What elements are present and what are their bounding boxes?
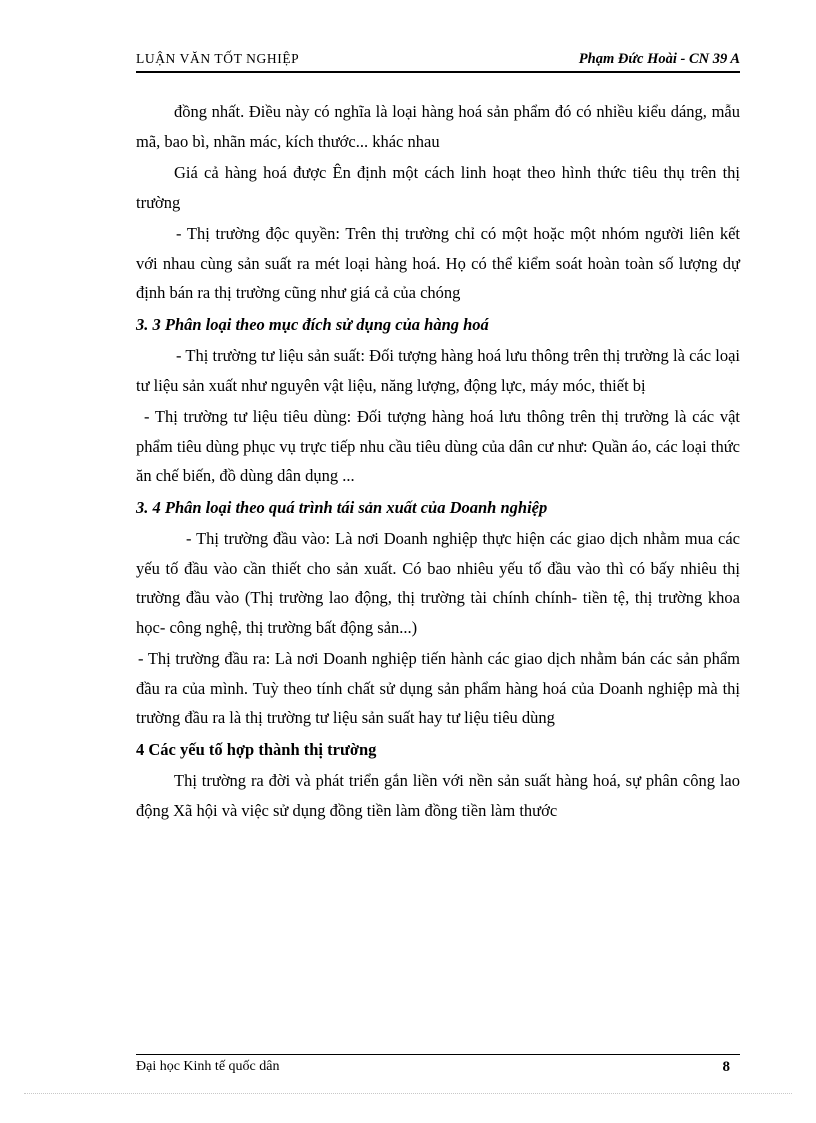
paragraph: - Thị trường tư liệu tiêu dùng: Đối tượng hàng hoá lưu thông trên thị trường là các vật phẩm tiêu dùng phục vụ trực tiếp nhu cầu tiêu dùng của dân cư như: Quần áo, các loại thức ăn chế biến, đồ dùng dân dụng ... (136, 407, 740, 485)
paragraph: Giá cả hàng hoá được Ên định một cách linh hoạt theo hình thức tiêu thụ trên thị trường (136, 163, 740, 212)
paragraph: - Thị trường đầu ra: Là nơi Doanh nghiệp tiến hành các giao dịch nhằm bán các sản phẩm đầu ra của mình. Tuỳ theo tính chất sử dụng sản phẩm hàng hoá của Doanh nghiệp mà thị trường đầu ra là thị trường tư liệu sản suất hay tư liệu tiêu dùng (136, 649, 740, 727)
paragraph: Thị trường ra đời và phát triển gắn liền với nền sản suất hàng hoá, sự phân công lao động Xã hội và việc sử dụng đồng tiền làm đồng tiền làm thước (136, 771, 740, 820)
author-label: Phạm Đức Hoài - CN 39 A (578, 51, 740, 67)
paragraph: - Thị trường tư liệu sản suất: Đối tượng hàng hoá lưu thông trên thị trường là các loại tư liệu sản xuất như nguyên vật liệu, năng lượng, động lực, máy móc, thiết bị (136, 346, 740, 395)
paragraph: - Thị trường độc quyền: Trên thị trường chỉ có một hoặc một nhóm người liên kết với nhau cùng sản suất ra mét loại hàng hoá. Họ có thể kiểm soát hoàn toàn số lượng dự định bán ra thị trường cũng như giá cả của chóng (136, 224, 740, 302)
footer-divider (136, 1054, 740, 1055)
section-heading: 3. 3 Phân loại theo mục đích sử dụng của hàng hoá (136, 314, 489, 334)
section-heading: 4 Các yếu tố hợp thành thị trường (136, 739, 377, 759)
university-label: Đại học Kinh tế quốc dân (136, 1059, 280, 1074)
page-header (136, 49, 740, 69)
page-bottom-border (24, 1093, 792, 1094)
document-body (136, 97, 740, 825)
page-number: 8 (722, 1059, 730, 1075)
section-heading: 3. 4 Phân loại theo quá trình tái sản xuất của Doanh nghiệp (136, 497, 548, 517)
page-footer (136, 1057, 740, 1077)
header-divider (136, 71, 740, 73)
thesis-label: LUẬN VĂN TỐT NGHIỆP (136, 51, 300, 66)
paragraph: - Thị trường đầu vào: Là nơi Doanh nghiệp thực hiện các giao dịch nhằm mua các yếu tố đầu vào cần thiết cho sản xuất. Có bao nhiêu yếu tố đầu vào thì có bấy nhiêu thị trường đầu vào (Thị trường lao động, thị trường tài chính chính- tiền tệ, thị trường khoa học- công nghệ, thị trường bất động sản...) (136, 529, 740, 637)
paragraph: đồng nhất. Điều này có nghĩa là loại hàng hoá sản phẩm đó có nhiều kiểu dáng, mẫu mã, bao bì, nhãn mác, kích thước... khác nhau (136, 102, 740, 151)
